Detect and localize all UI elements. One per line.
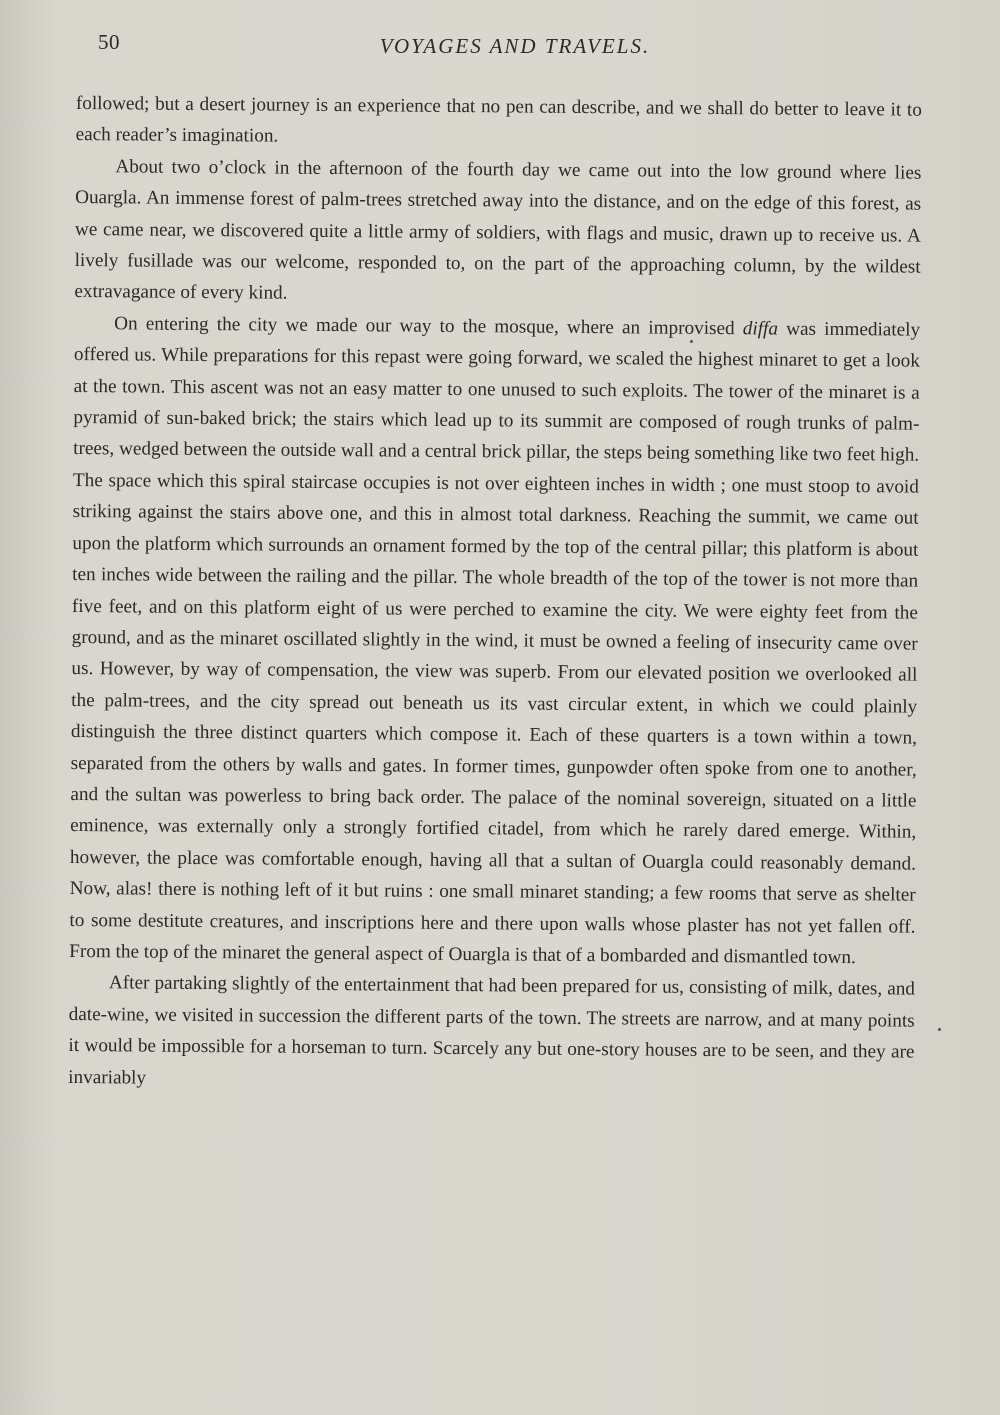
paragraph-minaret: [69, 308, 920, 974]
running-title: VOYAGES AND TRAVELS.: [379, 34, 651, 58]
paragraph-town-visit: After partaking slightly of the entertainment that had been prepared for us, consisting of milk, dates, and date-wine, we visited in succession the different parts of the town. The streets are narrow, and at many points it would be impossible for a horseman to turn. Scarcely any but one-story houses are to be seen, and they are invariably: [68, 972, 916, 1089]
paper-speck: [690, 340, 693, 343]
paper-speck: [938, 1028, 941, 1031]
page-number: 50: [98, 30, 120, 54]
paragraph-continued: followed; but a desert journey is an experience that no pen can describe, and we shall do better to leave it to each reader’s imagination.: [75, 92, 922, 147]
body-text: [68, 88, 922, 1100]
italic-term-diffa: diffa: [742, 318, 779, 340]
paragraph-minaret-start: On entering the city we made our way to the mosque, where an improvised: [114, 313, 743, 340]
paragraph-minaret-rest: was immediately offered us. While preparations for this repast were going forward, we scaled the highest minaret to get a look at the town. This ascent was not an easy matter to one unused to such exploits. The tower of the minaret is a pyramid of sun-baked brick; the stairs which lead up to its summit are composed of rough trunks of palm-trees, wedged between the outside wall and a central brick pillar, the steps being something like two feet high. The space which this spiral staircase occupies is not over eighteen inches in width ; one must stoop to avoid striking against the stairs above one, and this in almost total darkness. Reaching the summit, we came out upon the platform which surrounds an ornament formed by the top of the central pillar; this platform is about ten inches wide between the railing and the pillar. The whole breadth of the top of the tower is not more than five feet, and on this platform eight of us were perched to examine the city. We were eighty feet from the ground, and as the minaret oscillated slightly in the wind, it must be owned a feeling of insecurity came over us. However, by way of compensation, the view was superb. From our elevated position we overlooked all the palm-trees, and the city spread out beneath us its vast circular extent, in which we could plainly distinguish the three distinct quarters which compose it. Each of these quarters is a town within a town, separated from the others by walls and gates. In former times, gunpowder often spoke from one to another, and the sultan was powerless to bring back order. The palace of the nominal sovereign, situated on a little eminence, was externally only a strongly fortified citadel, from which he rarely dared emerge. Within, however, the place was comfortable enough, having all that a sultan of Ouargla could reasonably demand. Now, alas! there is nothing left of it but ruins : one small minaret standing; a few rooms that serve as shelter to some destitute creatures, and inscriptions here and there upon walls whose plaster has not yet fallen off. From the top of the minaret the general aspect of Ouargla is that of a bombarded and dismantled town.: [69, 318, 921, 969]
paragraph-arrival-ouargla: About two o’clock in the afternoon of the fourth day we came out into the low ground where lies Ouargla. An immense forest of palm-trees stretched away into the distance, and on the edge of this forest, as we came near, we discovered quite a little army of soldiers, with flags and music, drawn up to receive us. A lively fusillade was our welcome, responded to, on the part of the approaching column, by the wildest extravagance of every kind.: [74, 156, 922, 305]
